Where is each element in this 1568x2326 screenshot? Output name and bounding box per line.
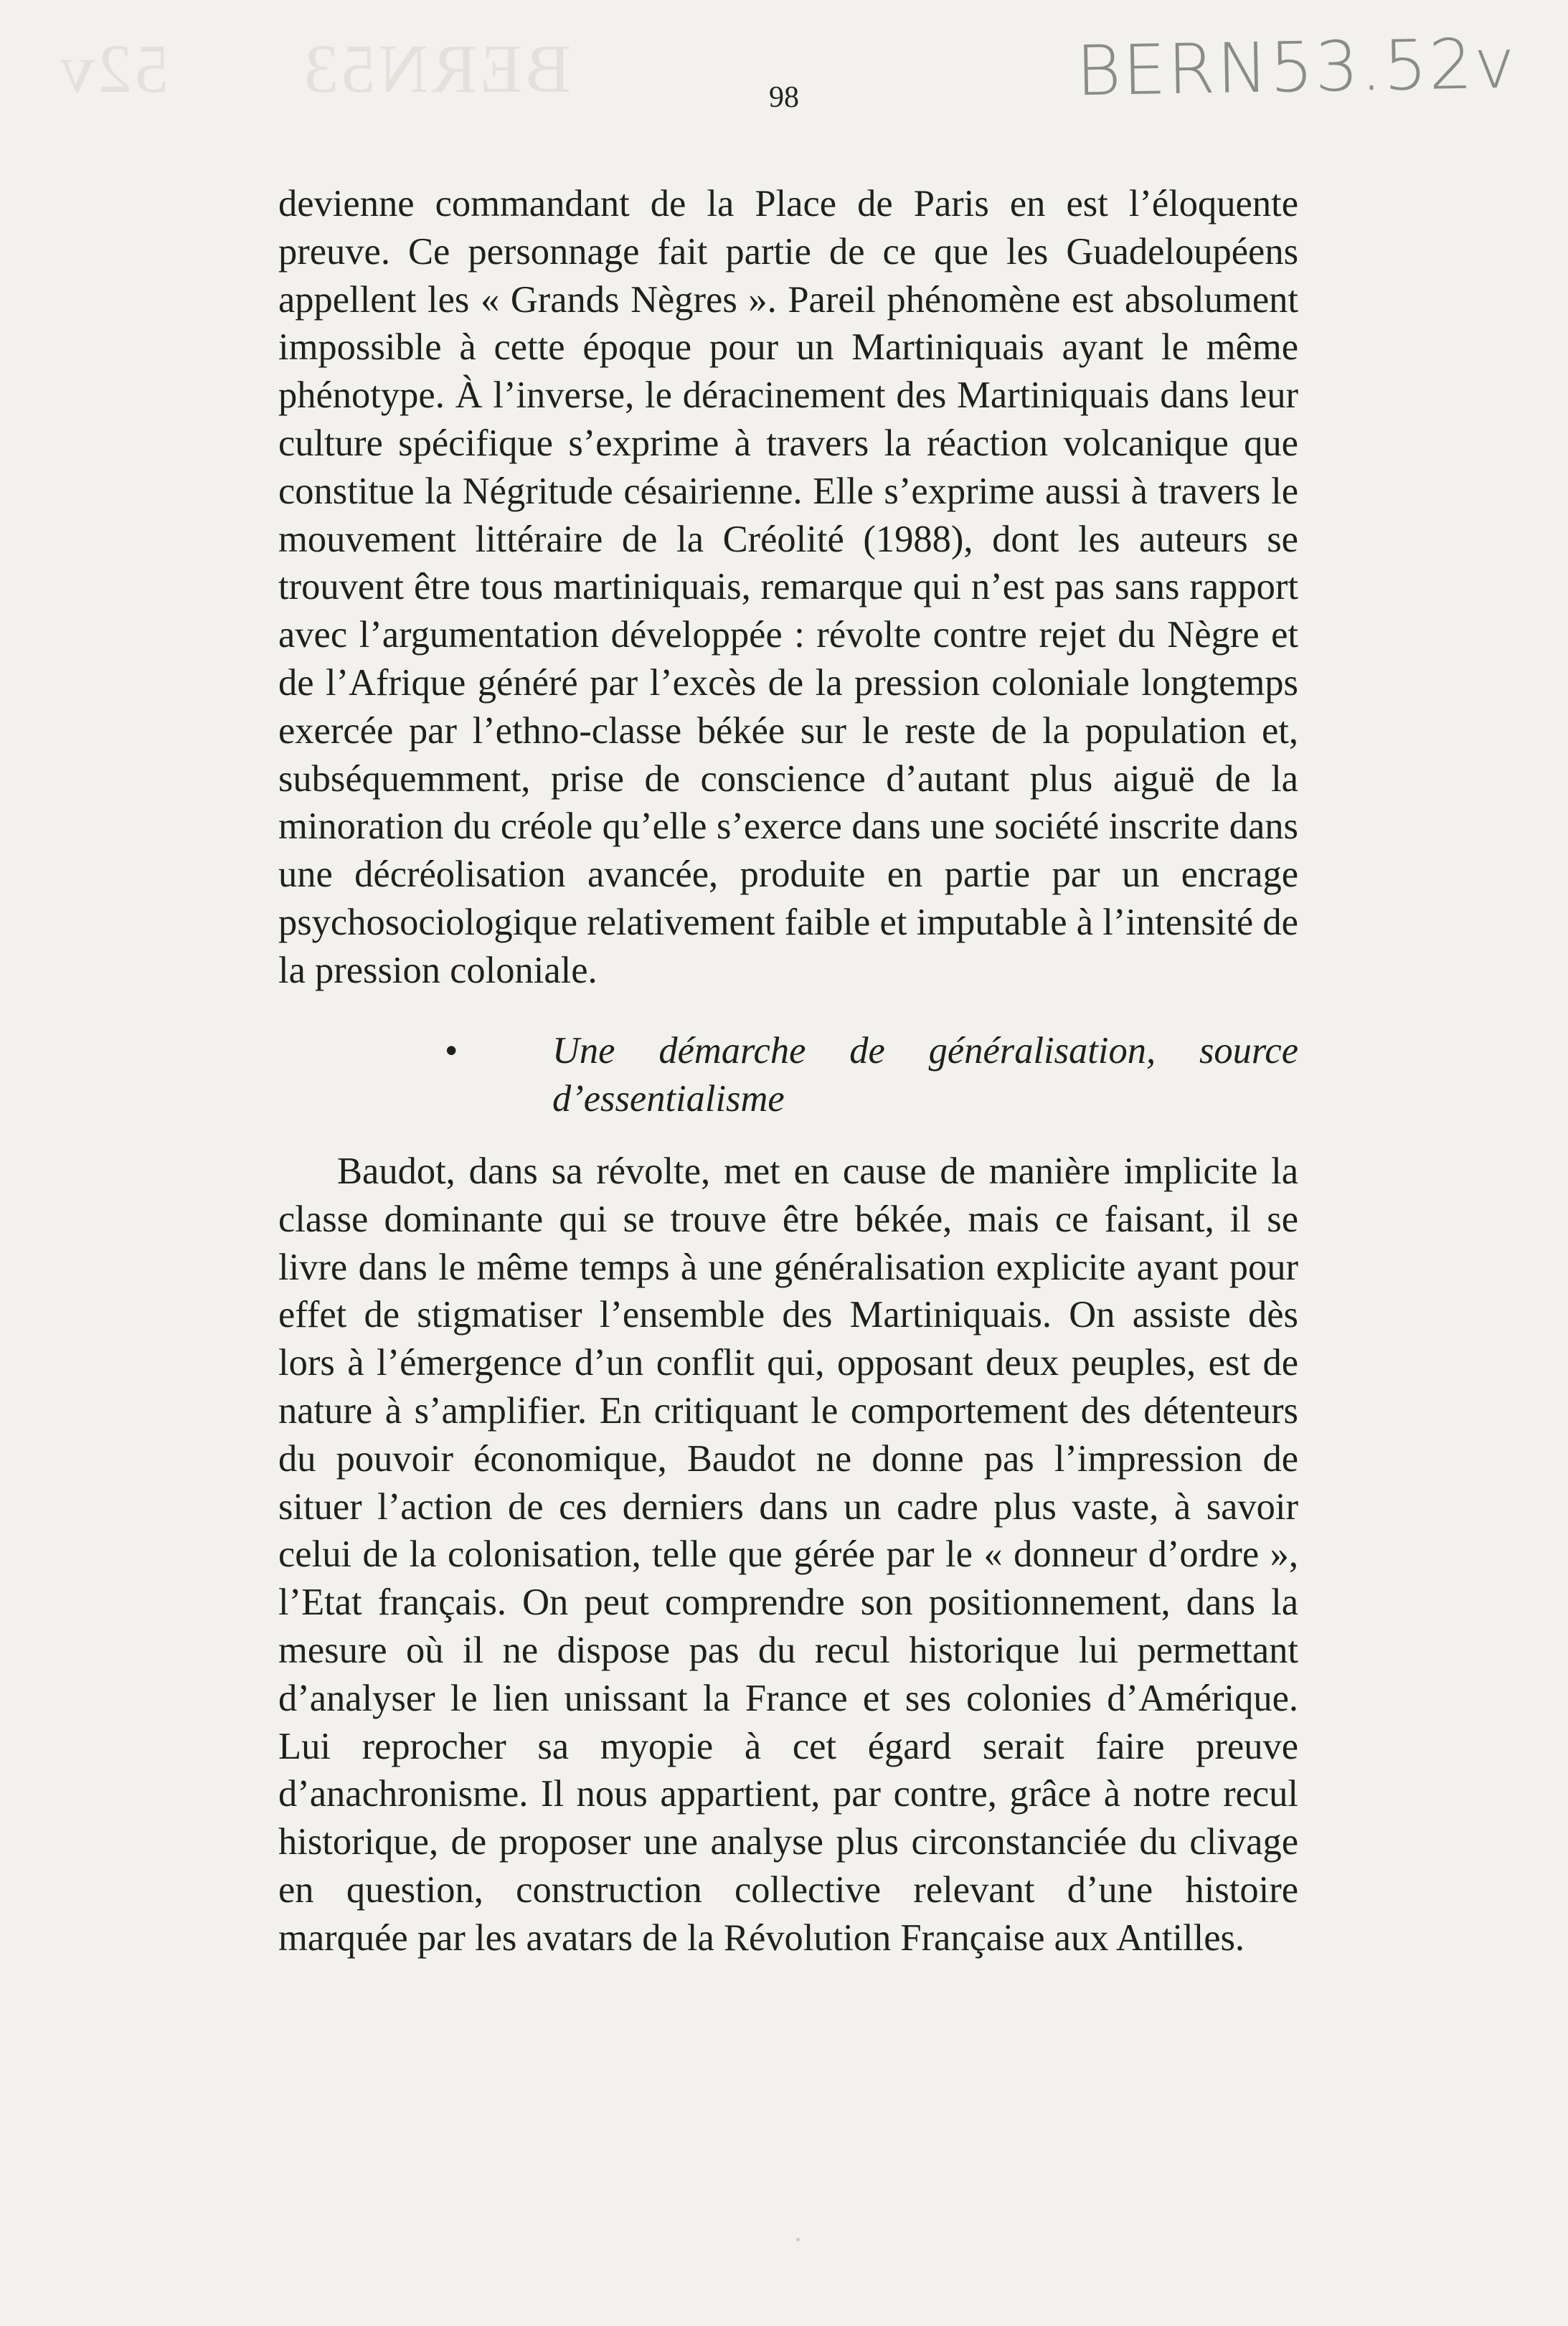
page-number: 98 — [769, 81, 799, 114]
section-heading — [278, 1027, 1298, 1123]
bullet-icon: • — [445, 1030, 458, 1072]
paragraph: Baudot, dans sa révolte, met en cause de manière implicite la classe dominante qui se trouve être békée, mais ce faisant, il se livre dans le même temps à une généralisation explicite ayant pour effet de stigmatiser l’ensemble des Martiniquais. On assiste dès lors à l’émergence d’un conflit qui, opposant deux peuples, est de nature à s’amplifier. En critiquant le comportement des détenteurs du pouvoir économique, Baudot ne donne pas l’impression de situer l’action de ces derniers dans un cadre plus vaste, à savoir celui de la colonisation, telle que gérée par le « donneur d’ordre », l’Etat français. On peut comprendre son positionnement, dans la mesure où il ne dispose pas du recul historique lui permettant d’analyser le lien unissant la France et ses colonies d’Amérique. Lui reprocher sa myopie à cet égard serait faire preuve d’anachronisme. Il nous appartient, par contre, grâce à notre recul historique, de proposer une analyse plus circonstanciée du clivage en question, construction collective relevant d’une histoire marquée par les avatars de la Révolution Française aux Antilles. — [278, 1150, 1298, 1959]
paper-speck — [796, 2238, 800, 2241]
handwritten-reference: BERN53.52v — [1075, 23, 1517, 112]
paragraph: devienne commandant de la Place de Paris en est l’éloquente preuve. Ce personnage fait partie de ce que les Guadeloupéens appellent les « Grands Nègres ». Pareil phénomène est absolument impossible à cette époque pour un Martiniquais ayant le même phénotype. À l’inverse, le déracinement des Martiniquais dans leur culture spécifique s’exprime à travers la réaction volcanique que constitue la Négritude césairienne. Elle s’exprime aussi à travers le mouvement littéraire de la Créolité (1988), dont les auteurs se trouvent être tous martiniquais, remarque qui n’est pas sans rapport avec l’argumentation développée : révolte contre rejet du Nègre et de l’Afrique généré par l’excès de la pression coloniale longtemps exercée par l’ethno-classe békée sur le reste de la population et, subséquemment, prise de conscience d’autant plus aiguë de la minoration du créole qu’elle s’exerce dans une société inscrite dans une décréolisation avancée, produite en partie par un encrage psychosociologique relativement faible et imputable à l’intensité de la pression coloniale. — [278, 183, 1298, 991]
section-heading-text: Une démarche de généralisation, source d’essentialisme — [552, 1030, 1298, 1120]
show-through-mark: BERN53 — [301, 30, 572, 107]
show-through-mark: 52v — [57, 30, 169, 107]
